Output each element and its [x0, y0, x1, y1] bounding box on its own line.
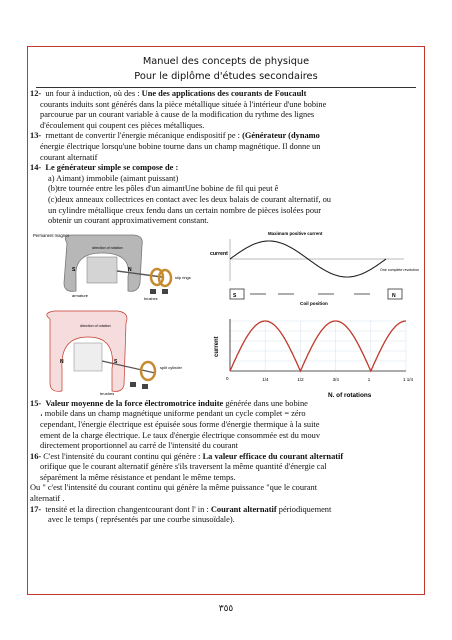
item-12-intro: un four à induction, où des : — [45, 89, 142, 98]
item-16-number: 16- — [30, 451, 42, 461]
chart-x-ticks — [262, 377, 413, 382]
chart-x-tick-label: 1 — [367, 376, 371, 382]
item-14-line: (b)tre tournée entre les pôles d'un aimantUne bobine de fil qui peut ê — [48, 184, 279, 194]
item-12-line: parcourue par un courant variable à cause de la modification du rythme des lignes — [40, 110, 315, 120]
item-15-line: directement proportionnel au carré de l'intensité du courant — [40, 441, 239, 451]
chart-x-label: N. of rotations — [328, 391, 372, 399]
item-16-ou-line: Ou " c'est l'intensité du courant continu qui génère la même puissance "que le courant — [30, 483, 318, 493]
item-14-line: (c)deux anneaux collectrices en contact avec les deux balais de courant alternatif, ou — [48, 194, 331, 204]
chart-x-tick-label: 1 1/4 — [403, 376, 414, 382]
label-dc-brushes: brushes — [100, 390, 115, 396]
item-12-line: courants induits sont générés dans la pièce métallique située à l'intérieur d'une bobine — [40, 99, 327, 109]
item-14-bold: Le générateur simple se compose de : — [45, 163, 179, 173]
item-12-line: d'écoulement qui coupent ces pièces métalliques. — [40, 120, 205, 130]
chart-y-label: current — [214, 336, 220, 357]
item-16-bold: La valeur efficace du courant alternatif — [202, 451, 344, 461]
item-13-bold: (Générateur (dynamo — [242, 131, 320, 141]
item-13-line: énergie électrique lorsqu'une bobine tourne dans un champ magnétique. Il donne un — [40, 141, 321, 151]
ac-waveform-figure — [208, 229, 422, 307]
chart-grid — [230, 321, 406, 371]
item-12-bold: Une des applications des courants de Foucault — [141, 89, 307, 98]
chart-x-tick-label: 1/4 — [262, 376, 269, 382]
brush-1 — [150, 289, 156, 294]
dc-brush-2 — [142, 384, 148, 389]
dc-generator-figure — [30, 307, 215, 397]
item-14-line: a) Aimant) immobile (aimant puissant) — [48, 173, 179, 183]
brush-2 — [162, 289, 168, 294]
coil-pole-n: N — [392, 292, 396, 299]
item-17-line: avec le temps ( représentés par une courbe sinusoïdale). — [48, 515, 235, 525]
label-pole-s: S — [72, 266, 76, 273]
label-permanent-magnet: Permanent magnet — [33, 232, 69, 238]
item-13 — [30, 131, 422, 163]
item-15-intro: générée dans une bobine — [223, 398, 308, 408]
label-pole-n: N — [128, 266, 132, 273]
chart-x-tick-label: 1/2 — [297, 376, 304, 382]
item-14-number: 14- — [30, 163, 42, 173]
item-14-line: obtenir un courant approximativement constant. — [48, 216, 209, 226]
item-15-bold: Valeur moyenne de la force électromotrice induite — [45, 398, 224, 408]
label-dc-s: S — [114, 358, 118, 365]
coil-box — [74, 343, 102, 371]
document-subtitle: Pour le diplôme d'études secondaires — [134, 71, 318, 82]
label-rotation: direction of rotation — [80, 323, 111, 328]
slip-ring-2 — [159, 270, 171, 286]
label-one-revolution: One complete revolution — [380, 267, 419, 272]
item-13-number: 13- — [30, 131, 42, 141]
item-14 — [30, 163, 422, 227]
item-15-line: cependant, l'énergie électrique est épuisée sous forme d'énergie thermique à la suite — [40, 419, 320, 429]
label-brushes: brushes — [144, 296, 158, 301]
label-direction: direction of rotation — [92, 245, 123, 250]
item-15-line: ، mobile dans un champ magnétique uniforme pendant un cycle complet = zéro — [40, 409, 306, 419]
item-16-line: séparément la même résistance et pendant le même temps. — [40, 472, 236, 482]
label-max-current: Maximum positive current — [268, 230, 323, 236]
item-15-line: ement de la charge électrique. Le taux d'énergie électrique consommée est du mouv — [40, 430, 321, 440]
item-15-number: 15- — [30, 398, 42, 408]
dc-brush-1 — [130, 382, 136, 387]
generator-figure — [32, 231, 217, 301]
item-16-line: orifique que le courant alternatif génère s'ils traversent la même quantité d'énergie cal — [40, 462, 327, 472]
armature-coil — [87, 257, 117, 283]
item-12-number: 12- — [30, 89, 42, 98]
label-armature: armature — [72, 292, 89, 298]
label-slip-rings: slip rings — [175, 274, 191, 280]
label-coil-position: Coil position — [300, 300, 328, 306]
figures-area — [30, 229, 422, 399]
item-17-bold: Courant alternatif — [210, 504, 277, 514]
item-17 — [30, 505, 422, 526]
item-17-number: 17- — [30, 504, 42, 514]
document-page — [30, 50, 422, 526]
label-current: current — [210, 250, 228, 257]
chart-x-tick-label: 3/4 — [332, 376, 339, 382]
document-title: Manuel des concepts de physique — [142, 56, 310, 67]
item-15 — [30, 399, 422, 452]
item-13-line: courant alternatif — [40, 152, 98, 162]
label-dc-n: N — [60, 358, 64, 365]
rectified-current-chart — [206, 313, 422, 401]
item-16-intro: C'est l'intensité du courant continu qui génère : — [43, 451, 203, 461]
item-14-line: un cylindre métallique creux fendu dans un certain nombre de pièces isolées pour — [48, 205, 322, 215]
coil-pole-s: S — [233, 292, 237, 299]
item-17-intro: tensité et la direction changentcourant dont l' in : — [45, 504, 211, 514]
item-12 — [30, 89, 422, 131]
item-17-tail: périodiquement — [276, 504, 332, 514]
page-number: ٣٥٥ — [218, 604, 234, 614]
title-rule — [36, 87, 416, 88]
item-16-ou-line-2: alternatif . — [30, 494, 65, 504]
item-13-intro: rmettant de convertir l'énergie mécanique endispositif pe : — [45, 131, 243, 141]
label-split-cylinder: split cylinder — [160, 364, 183, 370]
item-16 — [30, 452, 422, 505]
chart-origin: 0 — [226, 375, 229, 381]
rectified-current-curve — [230, 321, 406, 371]
